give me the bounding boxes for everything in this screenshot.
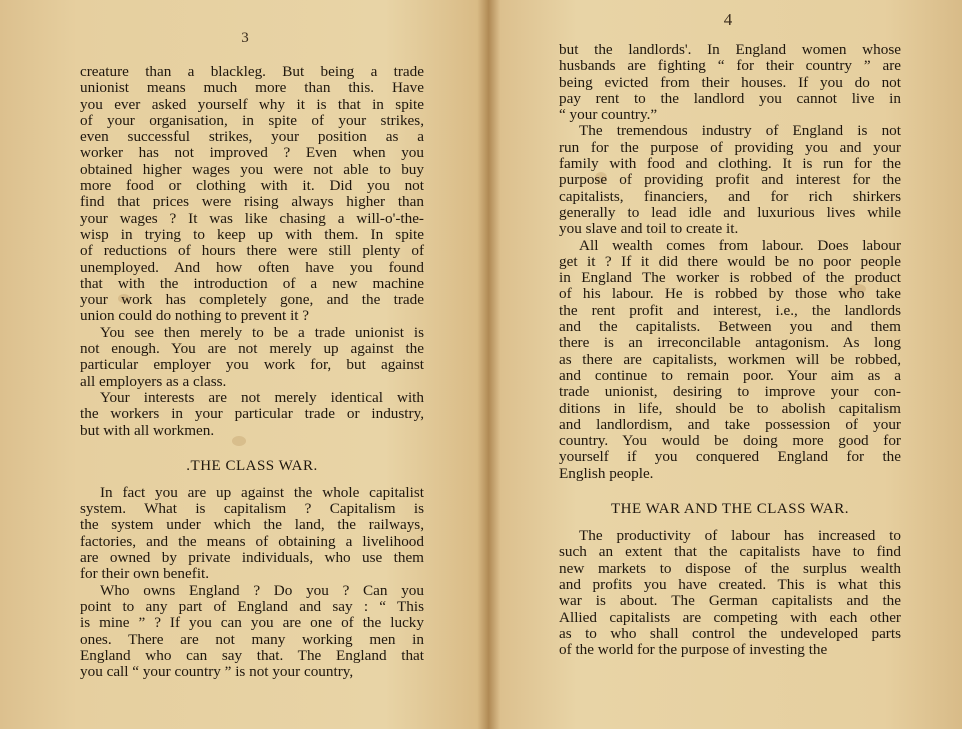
text-line: and landlordism, and take possession of your <box>559 415 901 433</box>
text-line: In fact you are up against the whole capitalist <box>100 483 424 501</box>
paragraph <box>80 485 424 583</box>
text-line: find that prices were rising always higher than <box>80 193 424 211</box>
text-line: of reductions of hours there were still plenty of <box>80 242 424 260</box>
text-line: such an extent that the capitalists have to find <box>559 543 901 561</box>
page-number: 3 <box>241 30 249 46</box>
text-line: The tremendous industry of England is not <box>579 122 901 140</box>
text-line: point to any part of England and say : “ This <box>80 597 424 615</box>
section-heading: THE WAR AND THE CLASS WAR. <box>610 501 850 518</box>
text-line: not enough. You are not merely up against the <box>80 340 424 358</box>
text-line: all employers as a class. <box>80 372 227 390</box>
text-line: country. You would be doing more good for <box>559 432 901 450</box>
text-line: are owned by private individuals, who use them <box>80 549 424 567</box>
text-line: of your organisation, in spite of your strikes, <box>80 111 424 129</box>
text-line: Allied capitalists are competing with each other <box>559 608 901 626</box>
text-line: purpose of providing profit and interest for the <box>559 171 901 189</box>
text-line: Who owns England ? Do you ? Can you <box>100 581 424 599</box>
text-line: of the world for the purpose of investing the <box>559 641 828 659</box>
text-line: new markets to dispose of the surplus wealth <box>559 559 901 577</box>
text-line: and profits you have created. This is what this <box>559 575 901 593</box>
text-line: worker has not improved ? Even when you <box>80 144 424 162</box>
text-line: generally to lead idle and luxurious lives while <box>559 203 901 221</box>
text-line: you slave and toil to create it. <box>559 220 739 238</box>
text-line: England who can say that. The England that <box>80 646 424 664</box>
text-line: you call “ your country ” is not your country, <box>80 663 354 681</box>
text-line: system. What is capitalism ? Capitalism is <box>80 500 424 518</box>
text-line: there is an irreconcilable antagonism. As long <box>559 334 901 352</box>
text-line: the rent profit and interest, i.e., the landlords <box>559 301 901 319</box>
text-line: obtained higher wages you were not able to buy <box>80 160 424 178</box>
text-line: even successful strikes, your position as a <box>80 128 424 146</box>
spacer <box>559 482 901 500</box>
text-line: All wealth comes from labour. Does labour <box>579 236 901 254</box>
text-line: ones. There are not many working men in <box>80 630 424 648</box>
page-number: 4 <box>723 10 733 29</box>
text-line: creature than a blackleg. But being a trade <box>80 63 424 80</box>
text-line: that with the introduction of a new machine <box>80 274 424 292</box>
section-heading: .THE CLASS WAR. <box>186 457 318 474</box>
text-line: and continue to remain poor. Your aim as a <box>559 366 901 384</box>
text-line: as there are capitalists, workmen will be robbed, <box>559 350 901 368</box>
text-line: your wages ? It was like chasing a will-o'-the- <box>80 209 424 227</box>
text-line: capitalists, financiers, and for rich shirkers <box>559 187 901 205</box>
paragraph <box>80 64 424 325</box>
text-line: of his labour. He is robbed by those who take <box>559 285 901 303</box>
text-line: the workers in your particular trade or industry, <box>80 405 424 423</box>
text-line: being evicted from their houses. If you do not <box>559 73 901 91</box>
text-line: The productivity of labour has increased to <box>579 527 901 545</box>
text-line: husbands are fighting “ for their country ” are <box>559 57 901 75</box>
right-page <box>494 0 962 729</box>
text-line: English people. <box>559 464 654 482</box>
paragraph <box>559 528 901 658</box>
text-line: union could do nothing to prevent it ? <box>80 307 310 325</box>
paragraph <box>80 583 424 681</box>
right-text-column <box>559 42 901 658</box>
paragraph <box>80 390 424 439</box>
text-line: is mine ” ? If you can you are one of the lucky <box>80 614 424 632</box>
text-line: the system under which the land, the railways, <box>80 516 424 534</box>
text-line: factories, and the means of obtaining a livelihood <box>80 532 424 550</box>
text-line: more food or clothing with it. Did you not <box>80 177 424 195</box>
text-line: wisp in trying to keep up with them. In spite <box>80 225 424 243</box>
text-line: trade unionist, desiring to improve your con- <box>559 383 901 401</box>
text-line: run for the purpose of providing you and your <box>559 138 901 156</box>
paragraph <box>80 325 424 390</box>
text-line: ditions in life, should be to abolish capitalism <box>559 399 901 417</box>
spacer <box>80 439 424 457</box>
text-line: as to who shall control the undeveloped parts <box>559 624 901 642</box>
text-line: unionist means much more than this. Have <box>80 79 424 97</box>
text-line: unemployed. And how often have you found <box>80 258 424 276</box>
text-line: get it ? If it did there would be no poor people <box>559 252 901 270</box>
paragraph <box>559 238 901 482</box>
text-line: particular employer you work for, but against <box>80 356 424 374</box>
paragraph <box>559 42 901 123</box>
text-line: pay rent to the landlord you cannot live in <box>559 89 901 107</box>
paragraph <box>559 123 901 237</box>
text-line: war is about. The German capitalists and the <box>559 592 901 610</box>
text-line: your work has completely gone, and the trade <box>80 291 424 309</box>
left-text-column <box>80 64 424 680</box>
text-line: “ your country.” <box>559 106 658 124</box>
text-line: You see then merely to be a trade unionist is <box>100 323 424 341</box>
text-line: Your interests are not merely identical with <box>100 388 424 406</box>
text-line: you ever asked yourself why it is that in spite <box>80 95 424 113</box>
text-line: but with all workmen. <box>80 421 215 439</box>
text-line: in England The worker is robbed of the product <box>559 269 901 287</box>
text-line: for their own benefit. <box>80 565 210 583</box>
text-line: but the landlords'. In England women whose <box>559 41 901 58</box>
text-line: and the capitalists. Between you and them <box>559 318 901 336</box>
text-line: family with food and clothing. It is run for the <box>559 155 901 173</box>
text-line: yourself if you conquered England for the <box>559 448 901 466</box>
